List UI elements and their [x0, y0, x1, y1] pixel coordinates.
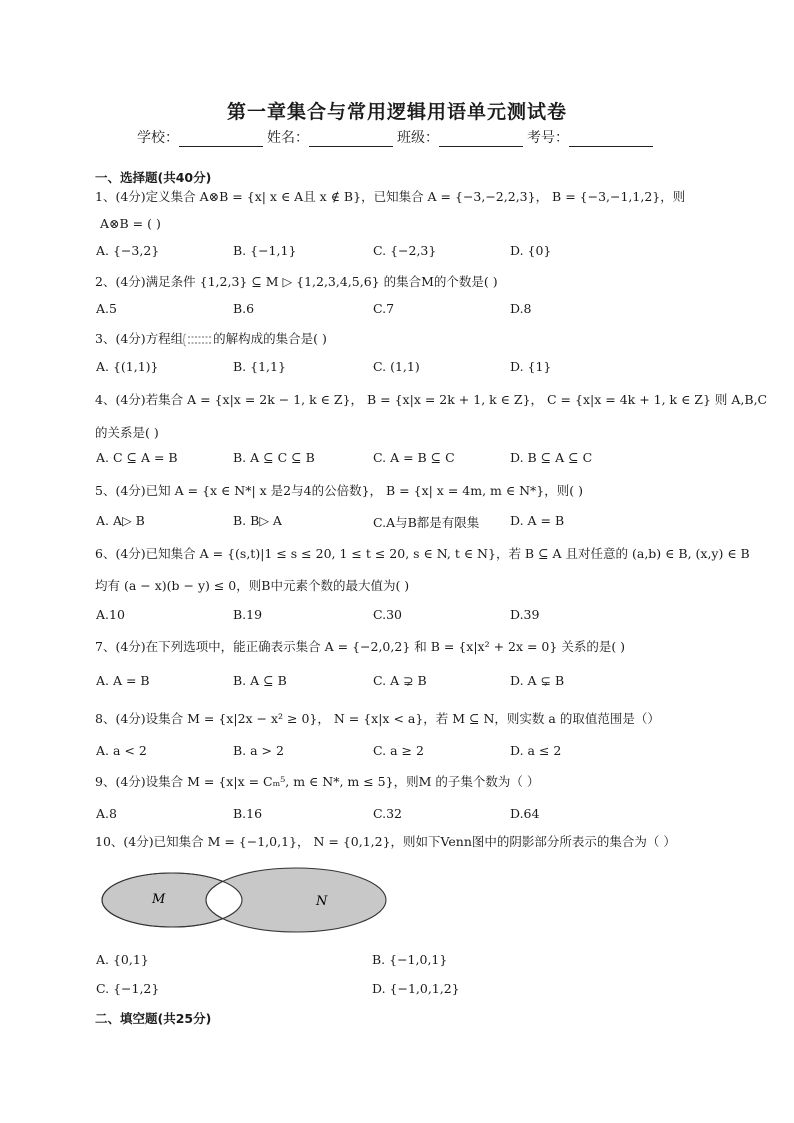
option-c[interactable]: C.32 [373, 806, 402, 821]
equation-system-image [183, 332, 213, 348]
name-label: 姓名： [267, 130, 309, 146]
option-c[interactable]: C. A ⊋ B [373, 673, 427, 688]
question-5-text: 5、(4分)已知 A = {x ∈ N*| x 是2与4的公倍数}， B = {x| x = 4m, m ∈ N*}，则( ) [95, 483, 583, 498]
option-a[interactable]: A. a < 2 [96, 743, 147, 758]
question-3-suffix: 的解构成的集合是( ) [213, 331, 327, 346]
question-9-text: 9、(4分)设集合 M = {x|x = Cₘ⁵, m ∈ N*, m ≤ 5}，则M 的子集个数为（ ） [95, 774, 540, 789]
name-blank[interactable] [309, 132, 393, 147]
option-a[interactable]: A.10 [96, 607, 125, 622]
class-blank[interactable] [439, 132, 523, 147]
question-10-text: 10、(4分)已知集合 M = {−1,0,1}， N = {0,1,2}，则如下Venn图中的阴影部分所表示的集合为（ ） [95, 834, 676, 849]
option-b[interactable]: B. {1,1} [233, 359, 286, 374]
question-1-options [96, 243, 746, 261]
option-c[interactable]: C.30 [373, 607, 402, 622]
question-7-text: 7、(4分)在下列选项中，能正确表示集合 A = {−2,0,2} 和 B = {x|x² + 2x = 0} 关系的是( ) [95, 639, 626, 654]
option-a[interactable]: A. A▷ B [96, 513, 145, 528]
id-blank[interactable] [569, 132, 653, 147]
option-b[interactable]: B. {−1,0,1} [372, 952, 448, 967]
option-d[interactable]: D.64 [510, 806, 540, 821]
question-2-text: 2、(4分)满足条件 {1,2,3} ⊆ M ▷ {1,2,3,4,5,6} 的集合M的个数是( ) [95, 274, 498, 289]
option-d[interactable]: D. A = B [510, 513, 565, 528]
page-title: 第一章集合与常用逻辑用语单元测试卷 [226, 101, 567, 123]
option-d[interactable]: D.39 [510, 607, 540, 622]
school-label: 学校： [137, 130, 179, 146]
option-b[interactable]: B.16 [233, 806, 263, 821]
option-b[interactable]: B. {−1,1} [233, 243, 297, 258]
option-b[interactable]: B. a > 2 [233, 743, 284, 758]
option-c[interactable]: C.7 [373, 301, 395, 316]
option-d[interactable]: D.8 [510, 301, 532, 316]
option-b[interactable]: B.19 [233, 607, 263, 622]
section-heading-choice: 一、选择题(共40分) [95, 170, 212, 185]
question-4-text: 4、(4分)若集合 A = {x|x = 2k − 1, k ∈ Z}， B = {x|x = 2k + 1, k ∈ Z}， C = {x|x = 4k + 1, k ∈ Z} 则 A,B,C [95, 392, 768, 407]
option-b[interactable]: B. A ⊆ C ⊆ B [233, 450, 315, 465]
question-3-text [95, 329, 327, 348]
question-9-options [96, 806, 746, 824]
option-d[interactable]: D. a ≤ 2 [510, 743, 562, 758]
question-7-options [96, 673, 746, 691]
option-c[interactable]: C. A = B ⊆ C [373, 450, 455, 465]
option-a[interactable]: A. C ⊆ A = B [96, 450, 178, 465]
option-b[interactable]: B. A ⊆ B [233, 673, 287, 688]
option-a[interactable]: A. {(1,1)} [96, 359, 159, 374]
school-blank[interactable] [179, 132, 263, 147]
option-d[interactable]: D. {0} [510, 243, 552, 258]
venn-diagram [100, 865, 392, 935]
venn-label-m: M [152, 892, 166, 907]
question-1-text: 1、(4分)定义集合 A⊗B = {x| x ∈ A且 x ∉ B}，已知集合 A = {−3,−2,2,3}， B = {−3,−1,1,2}，则 [95, 189, 686, 204]
question-10-options-row1 [96, 952, 746, 970]
option-c[interactable]: C. a ≥ 2 [373, 743, 424, 758]
option-d[interactable]: D. B ⊆ A ⊆ C [510, 450, 593, 465]
question-1-text-cont: A⊗B = ( ) [100, 216, 161, 231]
option-a[interactable]: A. {0,1} [96, 952, 149, 967]
class-label: 班级： [397, 130, 439, 146]
option-a[interactable]: A. A = B [96, 673, 150, 688]
question-10-options-row2 [96, 981, 746, 999]
option-d[interactable]: D. {−1,0,1,2} [372, 981, 460, 996]
option-c[interactable]: C. {−1,2} [96, 981, 160, 996]
option-a[interactable]: A.5 [96, 301, 117, 316]
question-5-options [96, 513, 746, 531]
option-c[interactable]: C. (1,1) [373, 359, 420, 374]
question-4-text-cont: 的关系是( ) [95, 425, 159, 440]
option-d[interactable]: D. A ⊊ B [510, 673, 565, 688]
student-info-line [0, 127, 794, 147]
venn-label-n: N [316, 894, 328, 909]
option-c[interactable]: C. {−2,3} [373, 243, 437, 258]
option-a[interactable]: A. {−3,2} [96, 243, 160, 258]
question-8-text: 8、(4分)设集合 M = {x|2x − x² ≥ 0}， N = {x|x < a}，若 M ⊆ N，则实数 a 的取值范围是（） [95, 711, 660, 726]
question-8-options [96, 743, 746, 761]
id-label: 考号： [527, 130, 569, 146]
section-heading-fill: 二、填空题(共25分) [95, 1011, 212, 1026]
question-4-options [96, 450, 746, 468]
option-a[interactable]: A.8 [96, 806, 117, 821]
option-b[interactable]: B.6 [233, 301, 255, 316]
question-6-text-cont: 均有 (a − x)(b − y) ≤ 0，则B中元素个数的最大值为( ) [95, 578, 410, 593]
question-3-prefix: 3、(4分)方程组 [95, 331, 184, 346]
option-c[interactable]: C.A与B都是有限集 [373, 515, 480, 530]
option-d[interactable]: D. {1} [510, 359, 552, 374]
question-3-options [96, 359, 746, 377]
question-6-text: 6、(4分)已知集合 A = {(s,t)|1 ≤ s ≤ 20, 1 ≤ t ≤ 20, s ∈ N, t ∈ N}，若 B ⊆ A 且对任意的 (a,b) ∈ B, (x,y) ∈ B [95, 546, 750, 561]
question-6-options [96, 607, 746, 625]
option-b[interactable]: B. B▷ A [233, 513, 282, 528]
question-2-options [96, 301, 746, 319]
